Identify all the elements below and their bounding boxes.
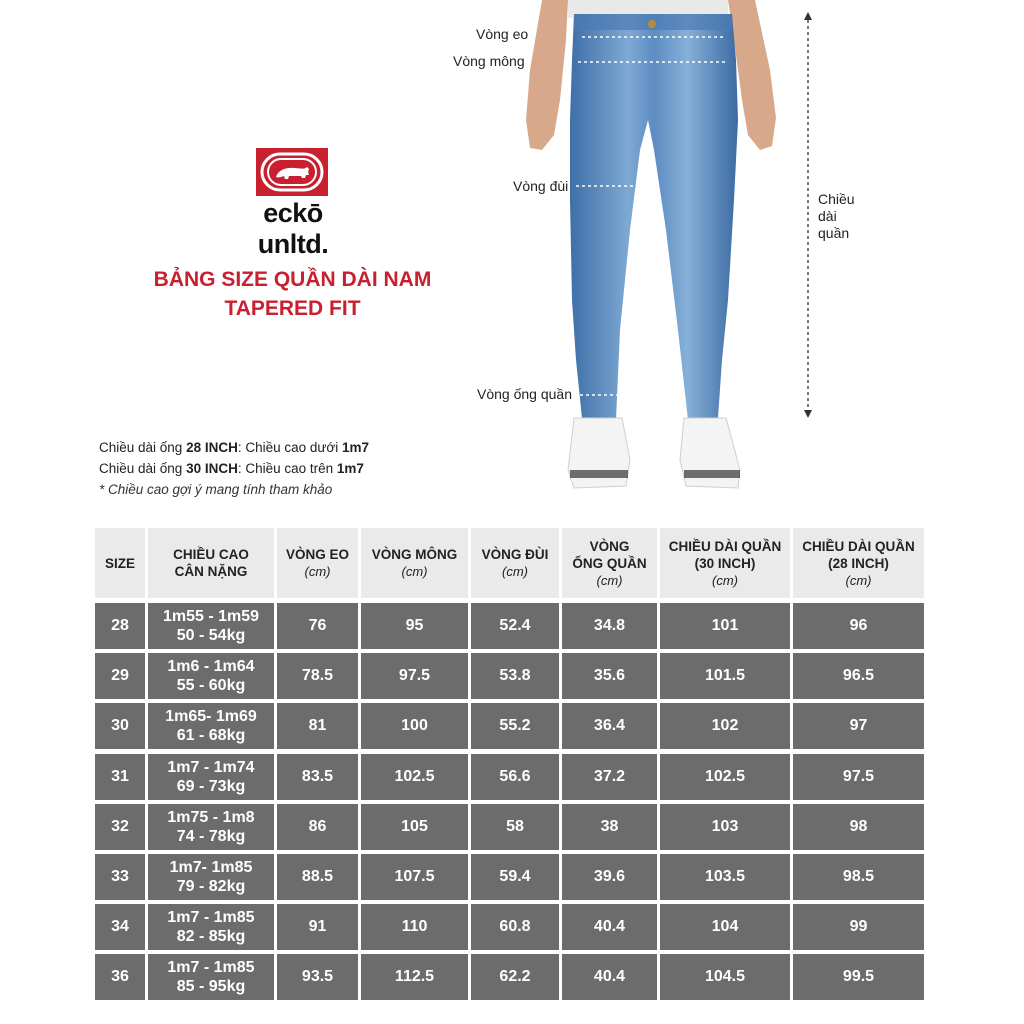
cell-length-30: 103 [660, 804, 790, 850]
cell-length-28: 96 [793, 603, 924, 649]
cell-hip: 110 [361, 904, 468, 950]
table-row [95, 904, 924, 950]
cell-thigh: 62.2 [471, 954, 559, 1000]
note-28-inch: Chiều dài ống 28 INCH: Chiều cao dưới 1m7 [99, 440, 370, 455]
cell-hip: 102.5 [361, 754, 468, 800]
cell-height-weight: 1m55 - 1m59 50 - 54kg [148, 603, 274, 649]
label-hem: Vòng ống quần [477, 386, 572, 402]
cell-size: 28 [95, 603, 145, 649]
cell-length-28: 98.5 [793, 854, 924, 900]
cell-size: 29 [95, 653, 145, 699]
cell-length-30: 101 [660, 603, 790, 649]
header-length-30: CHIỀU DÀI QUẦN (30 INCH) (cm) [660, 528, 790, 598]
cell-thigh: 53.8 [471, 653, 559, 699]
cell-thigh: 58 [471, 804, 559, 850]
table-header-row [95, 528, 924, 598]
cell-height-weight: 1m7- 1m85 79 - 82kg [148, 854, 274, 900]
cell-height-weight: 1m7 - 1m85 82 - 85kg [148, 904, 274, 950]
left-arm [526, 0, 568, 150]
cell-height-weight: 1m75 - 1m8 74 - 78kg [148, 804, 274, 850]
cell-height-weight: 1m65- 1m69 61 - 68kg [148, 703, 274, 749]
cell-thigh: 52.4 [471, 603, 559, 649]
header-waist: VÒNG EO (cm) [277, 528, 358, 598]
cell-thigh: 60.8 [471, 904, 559, 950]
cell-waist: 88.5 [277, 854, 358, 900]
cell-hem: 39.6 [562, 854, 657, 900]
table-row [95, 804, 924, 850]
cell-hem: 37.2 [562, 754, 657, 800]
cell-waist: 91 [277, 904, 358, 950]
cell-length-30: 102 [660, 703, 790, 749]
cell-length-30: 103.5 [660, 854, 790, 900]
header-thigh: VÒNG ĐÙI (cm) [471, 528, 559, 598]
cell-thigh: 55.2 [471, 703, 559, 749]
cell-thigh: 56.6 [471, 754, 559, 800]
table-row [95, 653, 924, 699]
header-height-weight: CHIỀU CAO CÂN NẶNG [148, 528, 274, 598]
cell-size: 32 [95, 804, 145, 850]
header-hip: VÒNG MÔNG (cm) [361, 528, 468, 598]
jeans-model-illustration [470, 0, 830, 500]
cell-hem: 40.4 [562, 954, 657, 1000]
table-row [95, 854, 924, 900]
header-length-28: CHIỀU DÀI QUẦN (28 INCH) (cm) [793, 528, 924, 598]
table-row [95, 754, 924, 800]
cell-length-30: 104.5 [660, 954, 790, 1000]
cell-waist: 81 [277, 703, 358, 749]
cell-hem: 35.6 [562, 653, 657, 699]
table-row [95, 603, 924, 649]
cell-waist: 83.5 [277, 754, 358, 800]
cell-length-30: 104 [660, 904, 790, 950]
cell-size: 36 [95, 954, 145, 1000]
cell-waist: 93.5 [277, 954, 358, 1000]
label-thigh: Vòng đùi [513, 178, 569, 194]
cell-size: 33 [95, 854, 145, 900]
header-size: SIZE [95, 528, 145, 598]
page-title: BẢNG SIZE QUẦN DÀI NAM [153, 268, 432, 291]
cell-height-weight: 1m7 - 1m74 69 - 73kg [148, 754, 274, 800]
note-30-inch: Chiều dài ống 30 INCH: Chiều cao trên 1m7 [99, 461, 364, 476]
table-row [95, 954, 924, 1000]
jeans-icon [570, 14, 738, 420]
note-disclaimer: * Chiều cao gợi ý mang tính tham khảo [99, 482, 333, 497]
cell-length-28: 98 [793, 804, 924, 850]
cell-hip: 105 [361, 804, 468, 850]
cell-size: 31 [95, 754, 145, 800]
brand-name: eckō unltd. [257, 198, 329, 259]
cell-waist: 86 [277, 804, 358, 850]
cell-height-weight: 1m7 - 1m85 85 - 95kg [148, 954, 274, 1000]
cell-hip: 95 [361, 603, 468, 649]
table-row [95, 703, 924, 749]
cell-size: 30 [95, 703, 145, 749]
cell-hem: 34.8 [562, 603, 657, 649]
cell-hip: 112.5 [361, 954, 468, 1000]
rhino-logo-icon [256, 148, 328, 196]
label-waist: Vòng eo [476, 26, 529, 42]
cell-length-30: 102.5 [660, 754, 790, 800]
cell-hem: 36.4 [562, 703, 657, 749]
cell-hip: 97.5 [361, 653, 468, 699]
label-length: Chiều dài quần [818, 191, 855, 241]
cell-length-28: 96.5 [793, 653, 924, 699]
label-hip: Vòng mông [453, 53, 525, 69]
cell-length-28: 99 [793, 904, 924, 950]
cell-length-28: 97.5 [793, 754, 924, 800]
cell-hem: 38 [562, 804, 657, 850]
cell-length-28: 99.5 [793, 954, 924, 1000]
cell-thigh: 59.4 [471, 854, 559, 900]
cell-hip: 107.5 [361, 854, 468, 900]
cell-size: 34 [95, 904, 145, 950]
cell-waist: 76 [277, 603, 358, 649]
cell-hem: 40.4 [562, 904, 657, 950]
cell-length-28: 97 [793, 703, 924, 749]
cell-hip: 100 [361, 703, 468, 749]
header-hem: VÒNG ỐNG QUẦN (cm) [562, 528, 657, 598]
cell-height-weight: 1m6 - 1m64 55 - 60kg [148, 653, 274, 699]
cell-waist: 78.5 [277, 653, 358, 699]
page-subtitle: TAPERED FIT [224, 297, 361, 320]
cell-length-30: 101.5 [660, 653, 790, 699]
